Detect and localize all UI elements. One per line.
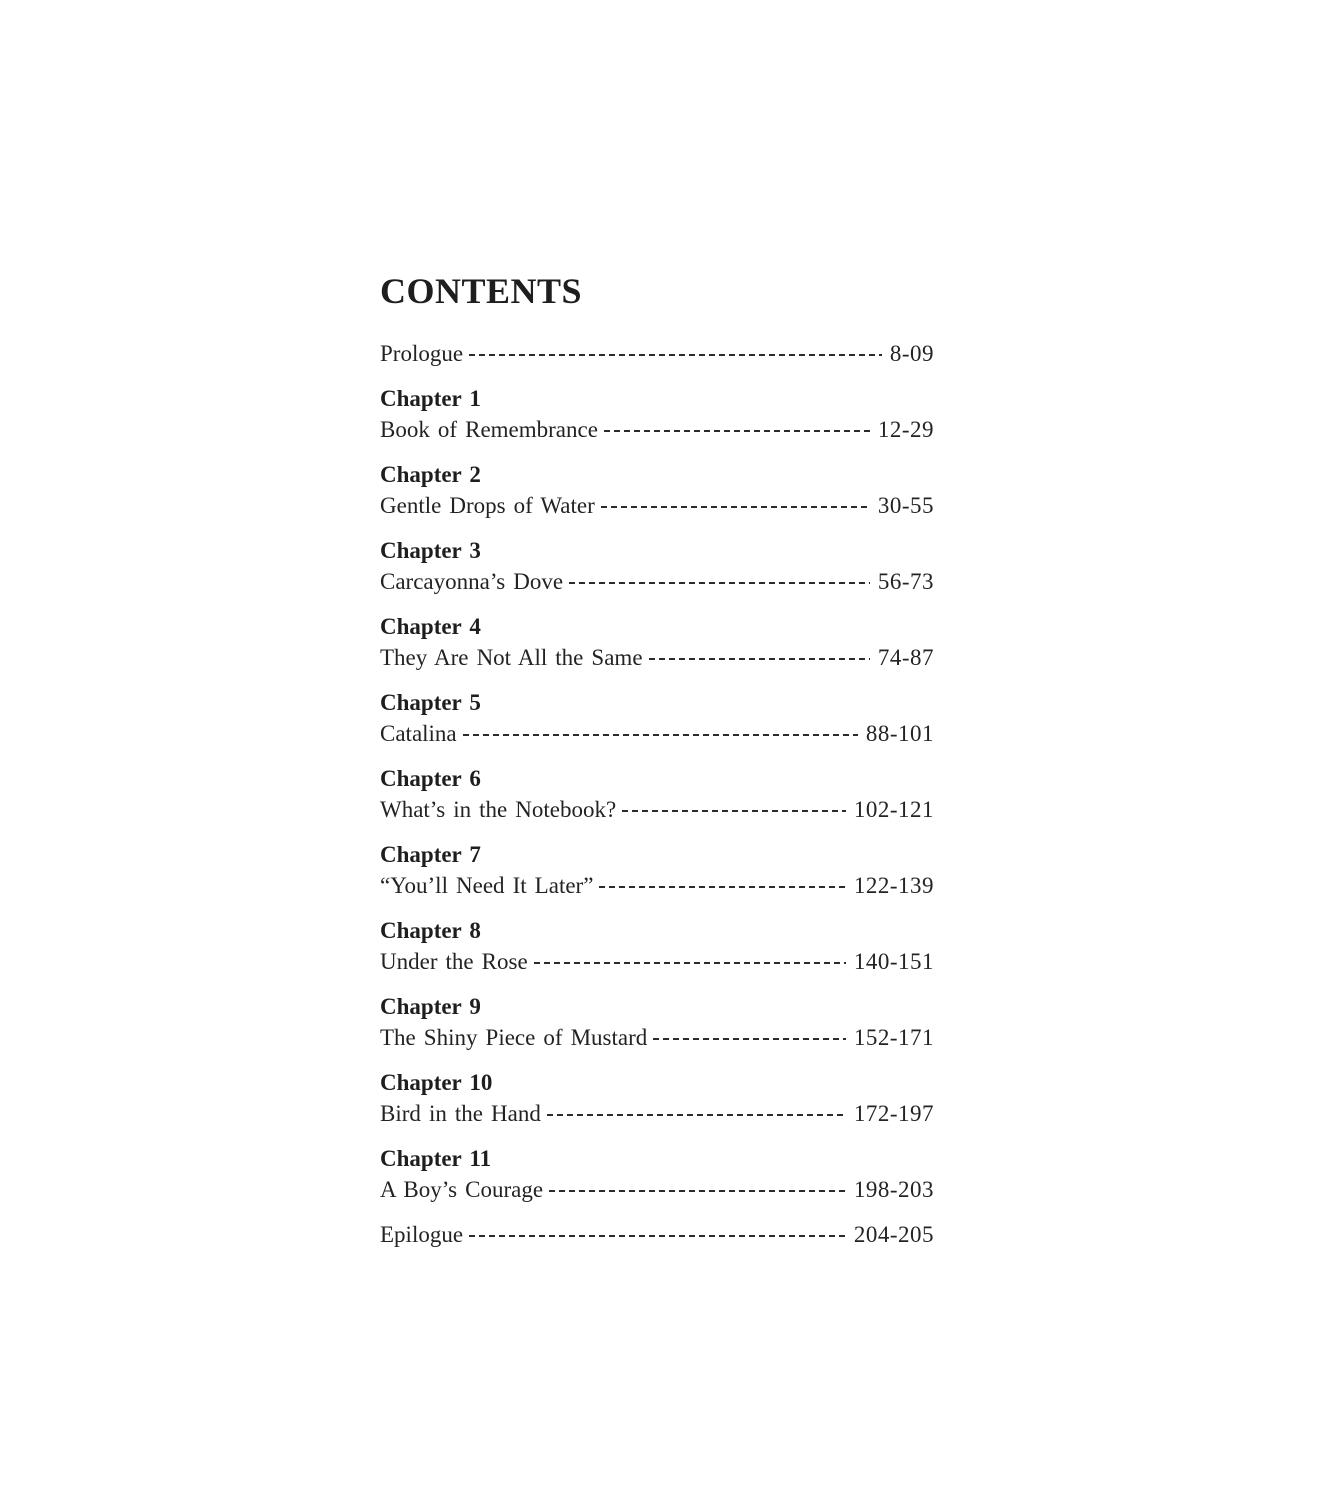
toc-entry-line (380, 1219, 934, 1250)
page-range: 140-151 (853, 949, 934, 974)
toc-entry (380, 338, 934, 369)
chapter-label: Chapter 2 (380, 462, 481, 487)
dotted-leader (604, 430, 870, 433)
page-range: 198-203 (853, 1177, 934, 1202)
toc-entry-line (380, 870, 934, 901)
toc-entry-line (380, 946, 934, 977)
chapter-label: Chapter 5 (380, 690, 481, 715)
page-title: CONTENTS (380, 271, 583, 311)
chapter-title: Gentle Drops of Water (380, 493, 595, 518)
chapter-title: Epilogue (380, 1222, 464, 1247)
toc-entry-line (380, 718, 934, 749)
dotted-leader (469, 354, 882, 357)
toc-entry (380, 915, 934, 977)
chapter-title: What’s in the Notebook? (380, 797, 617, 822)
dotted-leader (649, 658, 870, 661)
dotted-leader (653, 1038, 846, 1041)
chapter-label: Chapter 9 (380, 994, 481, 1019)
page-range: 8-09 (889, 341, 934, 366)
toc-entry (380, 1143, 934, 1205)
chapter-title: Under the Rose (380, 949, 528, 974)
dotted-leader (622, 810, 846, 813)
chapter-title: Carcayonna’s Dove (380, 569, 564, 594)
dotted-leader (469, 1235, 846, 1238)
dotted-leader (601, 506, 870, 509)
page-range: 56-73 (877, 569, 934, 594)
dotted-leader (534, 962, 846, 965)
toc-entry-line (380, 1022, 934, 1053)
dotted-leader (547, 1114, 846, 1117)
chapter-label: Chapter 11 (380, 1146, 492, 1171)
chapter-label: Chapter 8 (380, 918, 481, 943)
chapter-label: Chapter 6 (380, 766, 481, 791)
toc-entry (380, 839, 934, 901)
chapter-title: The Shiny Piece of Mustard (380, 1025, 648, 1050)
chapter-label: Chapter 7 (380, 842, 481, 867)
dotted-leader (463, 734, 858, 737)
page-range: 74-87 (877, 645, 934, 670)
page-range: 152-171 (853, 1025, 934, 1050)
toc-entry (380, 459, 934, 521)
toc-entry (380, 1067, 934, 1129)
contents-block (380, 270, 934, 1264)
chapter-title: “You’ll Need It Later” (380, 873, 594, 898)
chapter-label: Chapter 3 (380, 538, 481, 563)
chapter-label: Chapter 10 (380, 1070, 493, 1095)
toc-entry-line (380, 1174, 934, 1205)
toc-list (380, 338, 934, 1250)
toc-entry (380, 1219, 934, 1250)
chapter-label: Chapter 1 (380, 386, 481, 411)
chapter-title: Book of Remembrance (380, 417, 598, 442)
page-range: 102-121 (853, 797, 934, 822)
toc-entry-line (380, 338, 934, 369)
toc-entry (380, 535, 934, 597)
dotted-leader (569, 582, 870, 585)
toc-entry (380, 763, 934, 825)
toc-entry-line (380, 414, 934, 445)
toc-entry-line (380, 794, 934, 825)
dotted-leader (549, 1190, 846, 1193)
dotted-leader (599, 886, 845, 889)
toc-entry (380, 991, 934, 1053)
page-range: 12-29 (877, 417, 934, 442)
chapter-title: They Are Not All the Same (380, 645, 643, 670)
page-range: 88-101 (865, 721, 934, 746)
page-range: 172-197 (853, 1101, 934, 1126)
chapter-title: Prologue (380, 341, 464, 366)
page-range: 122-139 (853, 873, 934, 898)
chapter-title: Bird in the Hand (380, 1101, 541, 1126)
chapter-title: A Boy’s Courage (380, 1177, 544, 1202)
toc-entry-line (380, 490, 934, 521)
chapter-title: Catalina (380, 721, 457, 746)
toc-entry (380, 687, 934, 749)
chapter-label: Chapter 4 (380, 614, 481, 639)
toc-entry (380, 383, 934, 445)
page-range: 30-55 (877, 493, 934, 518)
toc-entry-line (380, 1098, 934, 1129)
toc-entry-line (380, 642, 934, 673)
page-range: 204-205 (853, 1222, 934, 1247)
toc-entry-line (380, 566, 934, 597)
toc-entry (380, 611, 934, 673)
